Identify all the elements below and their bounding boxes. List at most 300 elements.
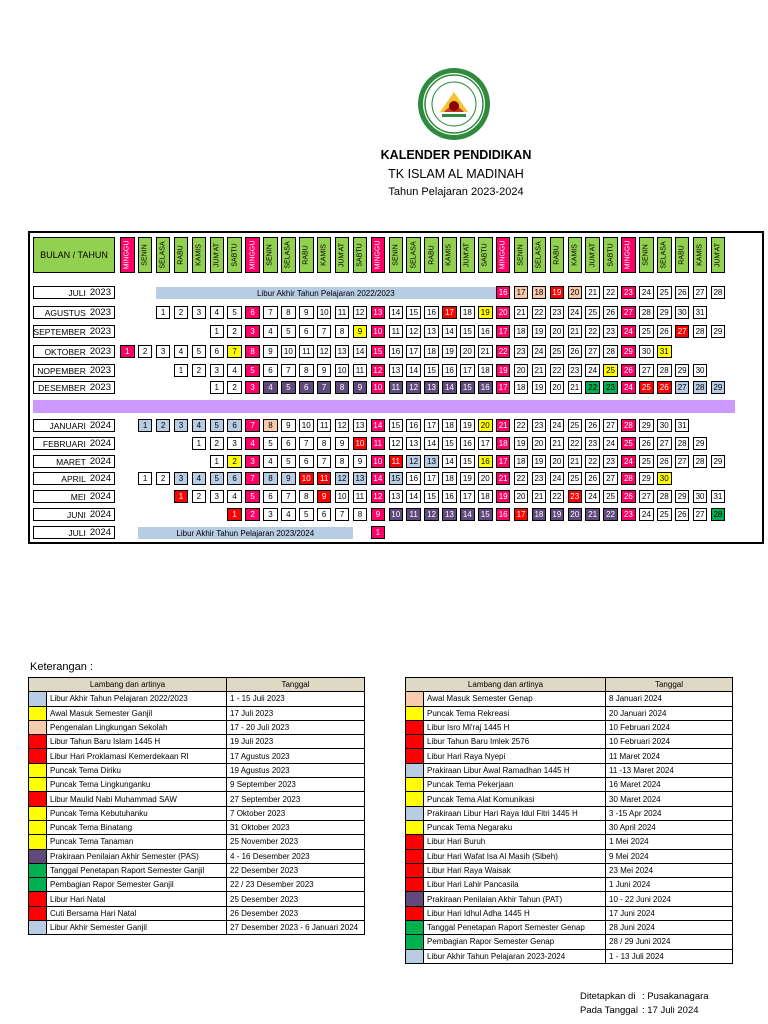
legend-swatch [406, 935, 424, 949]
calendar-day-cell: 8 [299, 490, 314, 503]
calendar-day-cell: 21 [532, 364, 547, 377]
calendar-day-cell: 2 [210, 437, 225, 450]
calendar-day-cell: 28 [621, 419, 636, 432]
day-header-label: MINGGU [249, 240, 257, 270]
legend-text: Libur Akhir Semester Ganjil [47, 921, 227, 935]
calendar-day-cell: 19 [442, 345, 457, 358]
calendar-day-cell: 7 [317, 325, 332, 338]
legend-row [406, 778, 733, 792]
legend-row [29, 849, 365, 863]
day-header [371, 237, 386, 273]
month-year: 2023 [89, 346, 111, 357]
calendar-day-cell: 9 [281, 419, 296, 432]
legend-swatch [406, 949, 424, 963]
legend-swatch [406, 806, 424, 820]
day-header [693, 237, 708, 273]
legend-row [406, 749, 733, 763]
legend-swatch [29, 878, 47, 892]
day-header-label: SELASA [535, 241, 543, 269]
calendar-day-cell: 18 [460, 306, 475, 319]
calendar-day-cell: 24 [621, 455, 636, 468]
month-year: 2023 [89, 365, 111, 376]
legend-date: 25 November 2023 [227, 835, 365, 849]
calendar-day-cell: 20 [568, 286, 583, 299]
calendar-day-cell: 17 [496, 325, 511, 338]
legend-row [29, 921, 365, 935]
calendar-day-cell: 9 [317, 364, 332, 377]
calendar-day-cell: 23 [585, 437, 600, 450]
legend-swatch [406, 778, 424, 792]
legend-swatch [29, 849, 47, 863]
legend-date: 17 Agustus 2023 [227, 749, 365, 763]
calendar-day-cell: 12 [353, 306, 368, 319]
calendar-day-cell: 15 [460, 455, 475, 468]
calendar-day-cell: 23 [532, 419, 547, 432]
calendar-day-cell: 14 [460, 508, 475, 521]
calendar-day-cell: 4 [281, 508, 296, 521]
calendar-day-cell: 4 [227, 364, 242, 377]
legend-date: 8 Januari 2024 [606, 692, 733, 706]
calendar-day-cell: 29 [639, 472, 654, 485]
calendar-day-cell: 4 [227, 490, 242, 503]
calendar-day-cell: 8 [353, 508, 368, 521]
day-header [657, 237, 672, 273]
calendar-day-cell: 24 [639, 508, 654, 521]
legend-row [29, 806, 365, 820]
calendar-day-cell: 5 [299, 508, 314, 521]
legend-row [406, 935, 733, 949]
legend-text: Libur Hari Lahir Pancasila [424, 878, 606, 892]
legend-row [29, 792, 365, 806]
calendar-day-cell: 13 [389, 490, 404, 503]
calendar-day-cell: 1 [174, 364, 189, 377]
month-year: 2024 [89, 527, 111, 538]
month-label [33, 526, 115, 539]
calendar-day-cell: 29 [711, 381, 726, 394]
legend-swatch [406, 792, 424, 806]
calendar-day-cell: 2 [192, 490, 207, 503]
calendar-day-cell: 3 [245, 381, 260, 394]
day-header [460, 237, 475, 273]
month-name: JUNI [66, 509, 86, 520]
legend-swatch [29, 835, 47, 849]
calendar-day-cell: 13 [424, 455, 439, 468]
calendar-day-cell: 18 [424, 345, 439, 358]
calendar-day-cell: 23 [621, 286, 636, 299]
calendar-day-cell: 14 [442, 381, 457, 394]
legend-text: Libur Akhir Tahun Pelajaran 2022/2023 [47, 692, 227, 706]
calendar-day-cell: 25 [621, 437, 636, 450]
calendar-day-cell: 23 [603, 325, 618, 338]
day-header-label: RABU [553, 245, 561, 265]
calendar-day-cell: 28 [711, 286, 726, 299]
calendar-day-cell: 2 [156, 472, 171, 485]
day-header-label: RABU [678, 245, 686, 265]
calendar-day-cell: 22 [496, 345, 511, 358]
legend-swatch [29, 692, 47, 706]
month-label [33, 364, 115, 377]
day-header-label: MINGGU [499, 240, 507, 270]
calendar-day-cell: 16 [478, 455, 493, 468]
calendar-day-cell: 11 [389, 455, 404, 468]
calendar-day-cell: 13 [371, 306, 386, 319]
legend-text: Prakiraan Penilaian Akhir Tahun (PAT) [424, 892, 606, 906]
calendar-day-cell: 3 [210, 490, 225, 503]
calendar-day-cell: 17 [496, 455, 511, 468]
legend-col-tanggal: Tanggal [606, 678, 733, 692]
semester-separator [33, 400, 735, 413]
legend-date: 27 Desember 2023 - 6 Januari 2024 [227, 921, 365, 935]
day-header-label: SENIN [392, 244, 400, 266]
legend-date: 16 Maret 2024 [606, 778, 733, 792]
day-header-label: SABTU [607, 243, 615, 267]
calendar-day-cell: 16 [424, 306, 439, 319]
day-header-label: JUM'AT [463, 242, 471, 268]
calendar-day-cell: 28 [657, 364, 672, 377]
legend-date: 17 Juni 2024 [606, 906, 733, 920]
calendar-day-cell: 15 [460, 325, 475, 338]
calendar-day-cell: 18 [496, 437, 511, 450]
legend-text: Puncak Tema Diriku [47, 763, 227, 777]
calendar-day-cell: 28 [693, 325, 708, 338]
calendar-day-cell: 5 [281, 455, 296, 468]
calendar-day-cell: 30 [657, 472, 672, 485]
legend-text: Libur Akhir Tahun Pelajaran 2023-2024 [424, 949, 606, 963]
legend-date: 22 / 23 Desember 2023 [227, 878, 365, 892]
month-name: JANUARI [49, 420, 86, 431]
calendar-day-cell: 14 [424, 437, 439, 450]
legend-date: 10 Februari 2024 [606, 720, 733, 734]
legend-text: Pengenalan Lingkungan Sekolah [47, 720, 227, 734]
calendar-day-cell: 16 [406, 472, 421, 485]
day-header [353, 237, 368, 273]
legend-swatch [29, 892, 47, 906]
calendar-day-cell: 31 [657, 345, 672, 358]
calendar-day-cell: 1 [138, 419, 153, 432]
legend-row [406, 949, 733, 963]
calendar-day-cell: 15 [460, 381, 475, 394]
calendar-day-cell: 24 [603, 437, 618, 450]
legend-swatch [29, 720, 47, 734]
calendar-day-cell: 29 [711, 325, 726, 338]
calendar-day-cell: 5 [245, 490, 260, 503]
calendar-day-cell: 16 [496, 286, 511, 299]
legend-text: Awal Masuk Semester Ganjil [47, 706, 227, 720]
legend-date: 28 Juni 2024 [606, 921, 733, 935]
calendar-day-cell: 26 [657, 455, 672, 468]
calendar-day-cell: 2 [174, 306, 189, 319]
calendar-day-cell: 8 [245, 345, 260, 358]
calendar-day-cell: 19 [496, 364, 511, 377]
legend-text: Pembagian Rapor Semester Genap [424, 935, 606, 949]
month-name: AGUSTUS [44, 307, 86, 318]
calendar-day-cell: 3 [192, 306, 207, 319]
calendar-day-cell: 13 [335, 345, 350, 358]
legend-row [29, 892, 365, 906]
legend-text: Puncak Tema Rekreasi [424, 706, 606, 720]
calendar-day-cell: 10 [371, 381, 386, 394]
legend-text: Puncak Tema Alat Komunikasi [424, 792, 606, 806]
calendar-day-cell: 7 [299, 437, 314, 450]
calendar-day-cell: 20 [550, 325, 565, 338]
calendar-day-cell: 28 [693, 381, 708, 394]
legend-row [29, 735, 365, 749]
month-year-header: BULAN / TAHUN [33, 237, 115, 273]
calendar-day-cell: 8 [263, 419, 278, 432]
day-header-label: KAMIS [696, 244, 704, 266]
calendar-day-cell: 26 [675, 508, 690, 521]
calendar-day-cell: 11 [317, 419, 332, 432]
calendar-day-cell: 21 [585, 508, 600, 521]
legend-text: Libur Hari Buruh [424, 835, 606, 849]
legend-date: 27 September 2023 [227, 792, 365, 806]
legend-row [406, 692, 733, 706]
legend-swatch [406, 921, 424, 935]
legend-col-lambang: Lambang dan artinya [29, 678, 227, 692]
legend-text: Libur Hari Idhul Adha 1445 H [424, 906, 606, 920]
calendar-day-cell: 19 [550, 286, 565, 299]
day-header-label: RABU [177, 245, 185, 265]
calendar-day-cell: 23 [603, 381, 618, 394]
legend-date: 22 Desember 2023 [227, 863, 365, 877]
calendar-day-cell: 30 [657, 419, 672, 432]
calendar-day-cell: 25 [657, 286, 672, 299]
calendar-day-cell: 7 [281, 364, 296, 377]
calendar-day-cell: 20 [550, 381, 565, 394]
calendar-day-cell: 1 [156, 306, 171, 319]
school-logo [416, 66, 492, 142]
calendar-day-cell: 23 [603, 455, 618, 468]
legend-swatch [406, 820, 424, 834]
calendar-day-cell: 13 [389, 364, 404, 377]
calendar-day-cell: 14 [442, 325, 457, 338]
calendar-day-cell: 22 [585, 325, 600, 338]
legend-swatch [406, 906, 424, 920]
legend-date: 28 / 29 Juni 2024 [606, 935, 733, 949]
calendar-day-cell: 18 [532, 508, 547, 521]
month-label [33, 455, 115, 468]
legend-swatch [29, 806, 47, 820]
calendar-day-cell: 6 [227, 472, 242, 485]
calendar-day-cell: 29 [693, 437, 708, 450]
month-label [33, 325, 115, 338]
legend-row [29, 720, 365, 734]
day-header-label: JUM'AT [589, 242, 597, 268]
calendar-day-cell: 7 [227, 345, 242, 358]
legend-swatch [406, 692, 424, 706]
calendar-day-cell: 18 [514, 455, 529, 468]
calendar-day-cell: 7 [317, 381, 332, 394]
calendar-day-cell: 4 [210, 306, 225, 319]
legend-row [29, 778, 365, 792]
day-header-label: KAMIS [445, 244, 453, 266]
legend-swatch [406, 892, 424, 906]
calendar-day-cell: 2 [156, 419, 171, 432]
calendar-day-cell: 9 [371, 508, 386, 521]
calendar-day-cell: 4 [192, 472, 207, 485]
calendar-day-cell: 27 [675, 381, 690, 394]
month-name: JULI [68, 527, 86, 538]
calendar-day-cell: 12 [406, 455, 421, 468]
day-header-label: JUM'AT [714, 242, 722, 268]
day-header-label: SELASA [410, 241, 418, 269]
calendar-day-cell: 16 [389, 345, 404, 358]
calendar-day-cell: 12 [406, 381, 421, 394]
calendar-day-cell: 23 [550, 306, 565, 319]
calendar-day-cell: 31 [693, 306, 708, 319]
legend-row [406, 720, 733, 734]
calendar-day-cell: 7 [281, 490, 296, 503]
calendar-day-cell: 10 [371, 325, 386, 338]
calendar-day-cell: 3 [210, 364, 225, 377]
calendar-day-cell: 10 [335, 490, 350, 503]
day-header [639, 237, 654, 273]
legend-date: 20 Januari 2024 [606, 706, 733, 720]
calendar-day-cell: 24 [550, 472, 565, 485]
day-header [389, 237, 404, 273]
calendar-day-cell: 22 [568, 437, 583, 450]
calendar-day-cell: 18 [532, 286, 547, 299]
day-header [174, 237, 189, 273]
page-title: KALENDER PENDIDIKAN [380, 148, 532, 162]
calendar-day-cell: 26 [657, 325, 672, 338]
day-header [210, 237, 225, 273]
calendar-day-cell: 11 [389, 381, 404, 394]
legend-date: 23 Mei 2024 [606, 863, 733, 877]
calendar-day-cell: 29 [711, 455, 726, 468]
legend-text: Puncak Tema Kebutuhanku [47, 806, 227, 820]
legend-text: Prakiraan Penilaian Akhir Semester (PAS) [47, 849, 227, 863]
legend-swatch [29, 763, 47, 777]
legend-swatch [29, 735, 47, 749]
legend-text: Libur Isro Mi'raj 1445 H [424, 720, 606, 734]
calendar-day-cell: 19 [460, 472, 475, 485]
month-year: 2024 [89, 456, 111, 467]
legend-text: Prakiraan Libur Hari Raya Idul Fitri 1445 H [424, 806, 606, 820]
calendar-day-cell: 21 [532, 490, 547, 503]
legend-text: Libur Hari Wafat Isa Al Masih (Sibeh) [424, 849, 606, 863]
calendar-day-cell: 17 [460, 490, 475, 503]
legend-table-right [405, 677, 733, 964]
day-header [299, 237, 314, 273]
legend-text: Tanggal Penetapan Raport Semester Genap [424, 921, 606, 935]
calendar-day-cell: 29 [657, 306, 672, 319]
calendar-day-cell: 30 [639, 345, 654, 358]
legend-date: 7 Oktober 2023 [227, 806, 365, 820]
calendar-day-cell: 13 [353, 419, 368, 432]
day-header-label: SELASA [159, 241, 167, 269]
calendar-day-cell: 24 [568, 306, 583, 319]
day-header-label: SELASA [284, 241, 292, 269]
month-label [33, 508, 115, 521]
month-year: 2023 [89, 326, 111, 337]
legend-swatch [406, 878, 424, 892]
legend-row [29, 749, 365, 763]
month-name: SEPTEMBER [33, 326, 86, 337]
calendar-day-cell: 29 [675, 490, 690, 503]
calendar-day-cell: 26 [568, 345, 583, 358]
calendar-day-cell: 21 [585, 286, 600, 299]
month-name: NOPEMBER [37, 365, 86, 376]
calendar-day-cell: 6 [227, 419, 242, 432]
day-header-label: JUM'AT [213, 242, 221, 268]
calendar-day-cell: 11 [353, 364, 368, 377]
calendar-day-cell: 27 [603, 472, 618, 485]
month-label [33, 381, 115, 394]
calendar-day-cell: 1 [210, 455, 225, 468]
calendar-day-cell: 26 [621, 490, 636, 503]
legend-row [29, 692, 365, 706]
calendar-day-cell: 21 [514, 306, 529, 319]
calendar-day-cell: 11 [406, 508, 421, 521]
calendar-day-cell: 18 [442, 472, 457, 485]
legend-col-tanggal: Tanggal [227, 678, 365, 692]
calendar-day-cell: 25 [585, 306, 600, 319]
day-header [120, 237, 135, 273]
legend-text: Libur Hari Natal [47, 892, 227, 906]
day-header-label: SENIN [141, 244, 149, 266]
calendar-day-cell: 19 [532, 325, 547, 338]
legend-date: 1 - 15 Juli 2023 [227, 692, 365, 706]
calendar-day-cell: 1 [192, 437, 207, 450]
calendar-day-cell: 4 [245, 437, 260, 450]
calendar-day-cell: 29 [639, 419, 654, 432]
calendar-day-cell: 15 [442, 437, 457, 450]
calendar-day-cell: 14 [442, 455, 457, 468]
calendar-day-cell: 28 [603, 345, 618, 358]
legend-date: 1 - 13 Juli 2024 [606, 949, 733, 963]
calendar-day-cell: 10 [371, 455, 386, 468]
month-year: 2024 [89, 491, 111, 502]
legend-swatch [29, 706, 47, 720]
legend-text: Libur Tahun Baru Islam 1445 H [47, 735, 227, 749]
calendar-day-cell: 25 [639, 455, 654, 468]
calendar-day-cell: 16 [442, 490, 457, 503]
calendar-day-cell: 20 [514, 490, 529, 503]
calendar-day-cell: 4 [263, 455, 278, 468]
calendar-day-cell: 20 [514, 364, 529, 377]
day-header [532, 237, 547, 273]
calendar-day-cell: 29 [621, 345, 636, 358]
calendar-day-cell: 13 [406, 437, 421, 450]
legend-swatch [406, 706, 424, 720]
legend-text: Pembagian Rapor Semester Ganjil [47, 878, 227, 892]
month-label [33, 419, 115, 432]
calendar-day-cell: 28 [657, 490, 672, 503]
day-header [442, 237, 457, 273]
calendar-day-cell: 15 [424, 490, 439, 503]
calendar-day-cell: 4 [263, 325, 278, 338]
month-label [33, 472, 115, 485]
legend-row [406, 792, 733, 806]
calendar-day-cell: 21 [568, 381, 583, 394]
day-header-label: SENIN [266, 244, 274, 266]
calendar-day-cell: 28 [639, 306, 654, 319]
calendar-day-cell: 15 [371, 345, 386, 358]
legend-swatch [29, 906, 47, 920]
calendar-day-cell: 11 [353, 490, 368, 503]
calendar-day-cell: 9 [299, 306, 314, 319]
calendar-day-cell: 2 [245, 508, 260, 521]
calendar-day-cell: 3 [174, 472, 189, 485]
calendar-day-cell: 12 [389, 437, 404, 450]
calendar-day-cell: 14 [371, 419, 386, 432]
month-year: 2024 [89, 420, 111, 431]
day-header [585, 237, 600, 273]
day-header-label: MINGGU [123, 240, 131, 270]
day-header-label: RABU [428, 245, 436, 265]
legend-swatch [29, 820, 47, 834]
